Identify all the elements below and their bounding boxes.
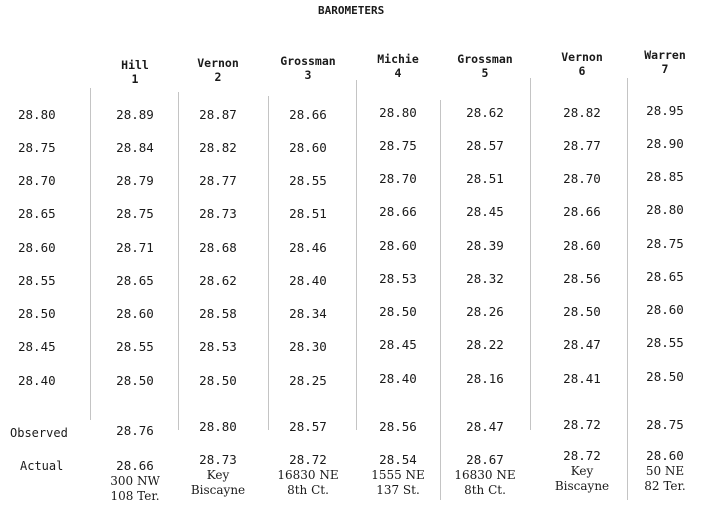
column-header-name: Michie	[377, 52, 419, 66]
table-cell: 28.82	[199, 140, 237, 155]
table-cell: 28.41	[563, 371, 601, 386]
table-cell: 28.39	[466, 238, 504, 253]
table-cell: 28.34	[289, 306, 327, 321]
address-line: 8th Ct.	[287, 483, 329, 497]
table-cell: 28.85	[646, 169, 684, 184]
address-line: 16830 NE	[454, 468, 516, 482]
table-cell: 28.80	[379, 105, 417, 120]
row-label: 28.70	[18, 173, 56, 188]
table-cell: 28.77	[563, 138, 601, 153]
column-header-name: Grossman	[457, 52, 513, 66]
table-cell: 28.75	[116, 206, 154, 221]
column-header-number: 6	[578, 64, 586, 78]
table-cell: 28.58	[199, 306, 237, 321]
table-cell: 28.70	[563, 171, 601, 186]
actual-cell: 28.54	[379, 452, 417, 467]
observed-cell: 28.76	[116, 423, 154, 438]
table-cell: 28.65	[646, 269, 684, 284]
table-cell: 28.16	[466, 371, 504, 386]
address-line: 300 NW	[110, 474, 160, 488]
table-cell: 28.62	[199, 273, 237, 288]
table-cell: 28.87	[199, 107, 237, 122]
table-cell: 28.60	[646, 302, 684, 317]
table-cell: 28.73	[199, 206, 237, 221]
table-cell: 28.79	[116, 173, 154, 188]
table-cell: 28.62	[466, 105, 504, 120]
column-header-number: 1	[131, 72, 139, 86]
actual-label: Actual	[20, 459, 64, 473]
address-line: 137 St.	[376, 483, 420, 497]
table-cell: 28.50	[379, 304, 417, 319]
table-cell: 28.60	[289, 140, 327, 155]
row-label: 28.65	[18, 206, 56, 221]
column-divider	[627, 78, 628, 500]
table-cell: 28.90	[646, 136, 684, 151]
address-line: Key	[206, 468, 230, 482]
address-line: 8th Ct.	[464, 483, 506, 497]
row-label: 28.80	[18, 107, 56, 122]
actual-cell: 28.72	[563, 448, 601, 463]
table-cell: 28.40	[289, 273, 327, 288]
row-label: 28.75	[18, 140, 56, 155]
table-cell: 28.75	[379, 138, 417, 153]
table-cell: 28.47	[563, 337, 601, 352]
actual-cell: 28.60	[646, 448, 684, 463]
table-cell: 28.40	[379, 371, 417, 386]
table-cell: 28.89	[116, 107, 154, 122]
table-cell: 28.57	[466, 138, 504, 153]
column-header-number: 5	[481, 66, 489, 80]
observed-label: Observed	[10, 426, 68, 440]
table-cell: 28.68	[199, 240, 237, 255]
address-line: 1555 NE	[371, 468, 425, 482]
actual-cell: 28.67	[466, 452, 504, 467]
column-divider	[268, 96, 269, 430]
table-cell: 28.70	[379, 171, 417, 186]
column-header-number: 3	[304, 68, 312, 82]
actual-cell: 28.73	[199, 452, 237, 467]
table-cell: 28.45	[466, 204, 504, 219]
table-cell: 28.50	[563, 304, 601, 319]
table-cell: 28.60	[563, 238, 601, 253]
table-cell: 28.75	[646, 236, 684, 251]
row-label: 28.50	[18, 306, 56, 321]
table-cell: 28.84	[116, 140, 154, 155]
page-title: BAROMETERS	[318, 4, 385, 17]
table-cell: 28.66	[563, 204, 601, 219]
row-label: 28.45	[18, 339, 56, 354]
table-cell: 28.65	[116, 273, 154, 288]
table-cell: 28.25	[289, 373, 327, 388]
column-divider	[530, 78, 531, 430]
table-cell: 28.32	[466, 271, 504, 286]
observed-cell: 28.57	[289, 419, 327, 434]
column-divider	[90, 88, 91, 420]
observed-cell: 28.47	[466, 419, 504, 434]
table-cell: 28.60	[379, 238, 417, 253]
address-line: 108 Ter.	[110, 489, 160, 503]
table-cell: 28.66	[289, 107, 327, 122]
column-header-name: Vernon	[197, 56, 239, 70]
column-header-number: 7	[661, 62, 669, 76]
table-cell: 28.71	[116, 240, 154, 255]
table-cell: 28.60	[116, 306, 154, 321]
actual-cell: 28.72	[289, 452, 327, 467]
observed-cell: 28.75	[646, 417, 684, 432]
column-header-name: Hill	[121, 58, 149, 72]
table-cell: 28.56	[563, 271, 601, 286]
observed-cell: 28.56	[379, 419, 417, 434]
column-divider	[440, 100, 441, 500]
table-cell: 28.50	[199, 373, 237, 388]
address-line: 82 Ter.	[644, 479, 686, 493]
column-header-name: Warren	[644, 48, 686, 62]
address-line: 16830 NE	[277, 468, 339, 482]
table-cell: 28.50	[646, 369, 684, 384]
observed-cell: 28.80	[199, 419, 237, 434]
table-cell: 28.46	[289, 240, 327, 255]
table-cell: 28.55	[646, 335, 684, 350]
row-label: 28.55	[18, 273, 56, 288]
table-cell: 28.45	[379, 337, 417, 352]
table-cell: 28.51	[289, 206, 327, 221]
table-cell: 28.26	[466, 304, 504, 319]
row-label: 28.60	[18, 240, 56, 255]
column-header-name: Grossman	[280, 54, 336, 68]
table-cell: 28.66	[379, 204, 417, 219]
table-cell: 28.30	[289, 339, 327, 354]
address-line: Biscayne	[554, 479, 610, 493]
address-line: Biscayne	[190, 483, 246, 497]
table-cell: 28.22	[466, 337, 504, 352]
column-header-name: Vernon	[561, 50, 603, 64]
actual-cell: 28.66	[116, 458, 154, 473]
table-cell: 28.53	[379, 271, 417, 286]
table-cell: 28.50	[116, 373, 154, 388]
column-header-number: 4	[394, 66, 402, 80]
table-cell: 28.77	[199, 173, 237, 188]
column-divider	[178, 92, 179, 430]
table-cell: 28.80	[646, 202, 684, 217]
table-cell: 28.51	[466, 171, 504, 186]
table-cell: 28.55	[116, 339, 154, 354]
row-label: 28.40	[18, 373, 56, 388]
address-line: 50 NE	[645, 464, 685, 478]
column-divider	[356, 80, 357, 430]
table-cell: 28.82	[563, 105, 601, 120]
table-cell: 28.55	[289, 173, 327, 188]
observed-cell: 28.72	[563, 417, 601, 432]
address-line: Key	[570, 464, 594, 478]
column-header-number: 2	[214, 70, 222, 84]
table-cell: 28.53	[199, 339, 237, 354]
table-cell: 28.95	[646, 103, 684, 118]
